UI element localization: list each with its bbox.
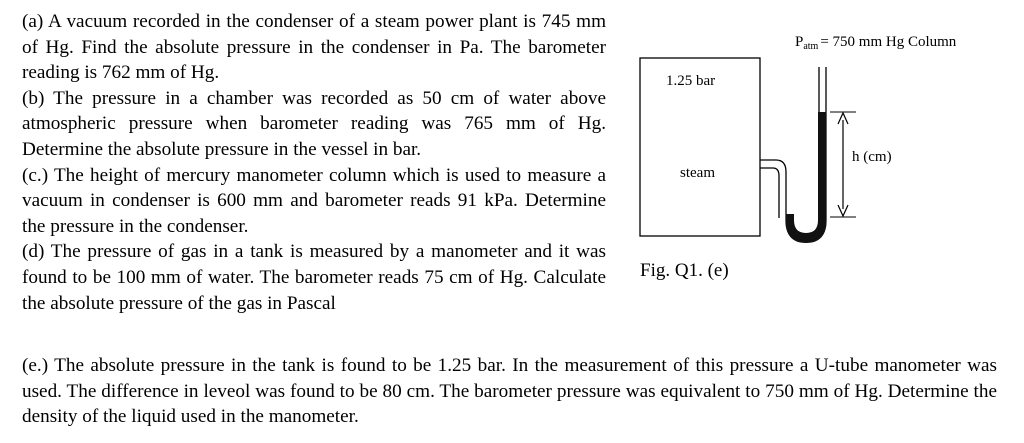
problem-part-b: (b) The pressure in a chamber was recorded as 50 cm of water above atmospheric pressure when barometer reading was 765 mm of Hg. Determine the absolute pressure in the vessel in bar. — [22, 87, 606, 160]
problem-part-a: (a) A vacuum recorded in the condenser of a steam power plant is 745 mm of Hg. Find the absolute pressure in the condenser in Pa. The barometer reading is 762 mm of Hg. — [22, 11, 606, 84]
connecting-pipe-outer — [760, 160, 786, 218]
height-label: h (cm) — [852, 149, 892, 165]
problem-part-c: (c.) The height of mercury manometer column which is used to measure a vacuum in condenser is 600 mm and barometer reads 91 kPa. Determine the pressure in the condenser. — [22, 164, 606, 237]
u-tube-inner-wall — [793, 67, 819, 234]
problem-part-d: (d) The pressure of gas in a tank is measured by a manometer and it was found to be 100 mm of water. The barometer reads 75 cm of Hg. Calculate the absolute pressure of the gas in Pascal — [22, 241, 606, 314]
figure-caption: Fig. Q1. (e) — [640, 260, 729, 281]
problem-list — [22, 9, 606, 316]
manometer-figure — [630, 20, 1010, 295]
patm-label: $P_{atm} = 750$ mm Hg Column — [795, 34, 957, 52]
manometer-liquid — [786, 112, 827, 243]
problem-part-e-block — [22, 353, 997, 430]
tank-content-label: steam — [680, 165, 715, 181]
manometer-diagram — [630, 20, 1010, 295]
problem-part-e: (e.) The absolute pressure in the tank is found to be 1.25 bar. In the measurement of this pressure a U-tube manometer was used. The difference in leveol was found to be 80 cm. The barometer pressure was equivalent to 750 mm of Hg. Determine the density of the liquid used in the manometer. — [22, 355, 997, 428]
connecting-pipe-inner — [760, 168, 779, 218]
tank-pressure-label: 1.25 bar — [666, 73, 716, 89]
